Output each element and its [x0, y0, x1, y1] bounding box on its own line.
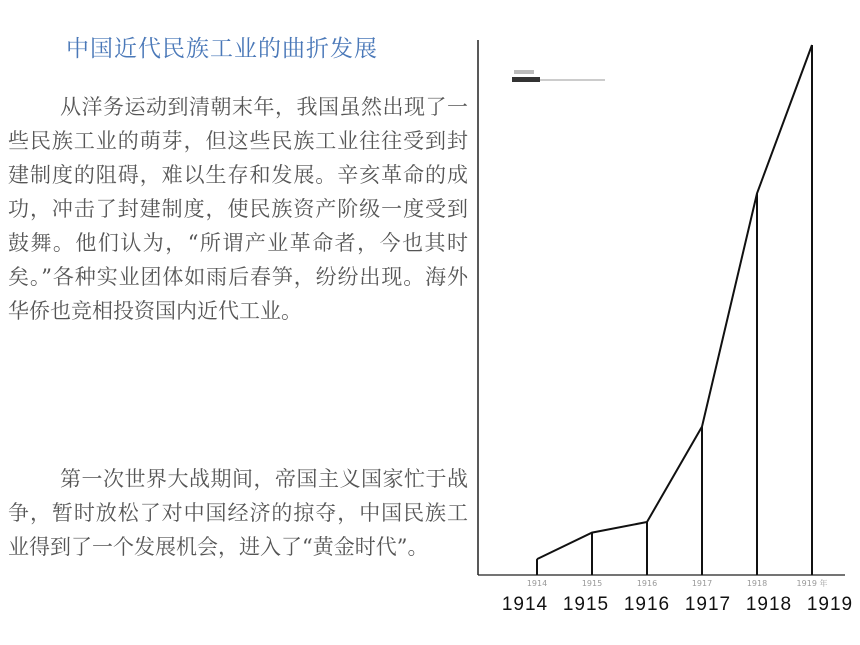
legend-swatch — [512, 70, 605, 82]
growth-line-chart — [470, 30, 855, 620]
drop-lines — [537, 45, 812, 575]
year-tick-label: 1919 — [806, 594, 854, 615]
document-title: 中国近代民族工业的曲折发展 — [66, 36, 378, 62]
year-tick-label: 1914 — [501, 594, 549, 615]
year-tick-label: 1917 — [684, 594, 732, 615]
small-tick-label: 1917 — [691, 579, 713, 588]
small-tick-label: 1918 — [746, 579, 768, 588]
year-tick-label: 1916 — [623, 594, 671, 615]
small-tick-label: 1916 — [636, 579, 658, 588]
paragraph-1: 从洋务运动到清朝末年，我国虽然出现了一些民族工业的萌芽，但这些民族工业往往受到封建制度的阻碍，难以生存和发展。辛亥革命的成功，冲击了封建制度，使民族资产阶级一度受到鼓舞。他们认为，“所谓产业革命者，今也其时矣。”各种实业团体如雨后春笋，纷纷出现。海外华侨也竞相投资国内近代工业。 — [8, 95, 468, 323]
paragraph-2: 第一次世界大战期间，帝国主义国家忙于战争，暂时放松了对中国经济的掠夺，中国民族工业得到了一个发展机会，进入了“黄金时代”。 — [8, 467, 468, 559]
year-tick-label: 1915 — [562, 594, 610, 615]
year-tick-label: 1918 — [745, 594, 793, 615]
small-tick-label: 1915 — [581, 579, 603, 588]
small-tick-label: 1919 年 — [796, 579, 828, 588]
small-tick-labels — [527, 578, 828, 588]
small-tick-label: 1914 — [526, 579, 548, 588]
big-tick-labels — [502, 594, 853, 615]
series-line — [537, 45, 812, 559]
